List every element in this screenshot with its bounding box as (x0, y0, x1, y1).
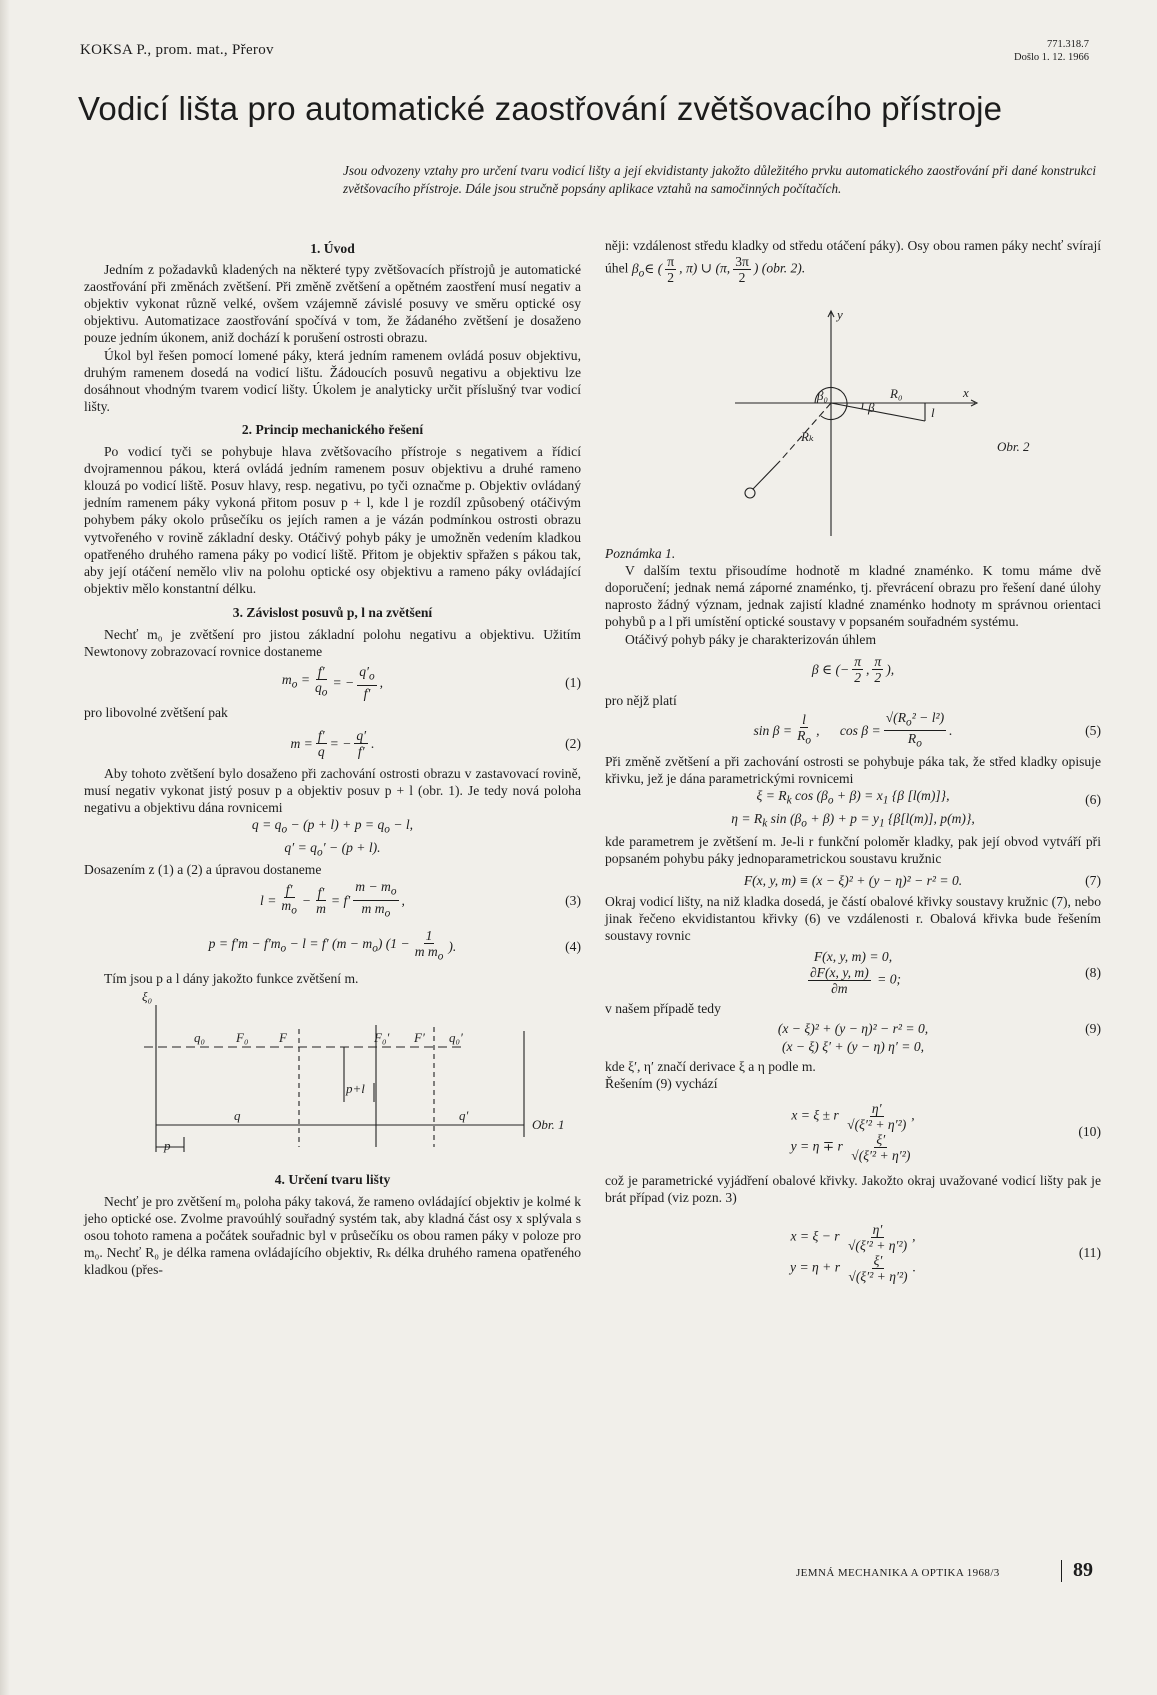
article-title: Vodicí lišta pro automatické zaostřování zvětšovacího přístroje (78, 90, 1003, 127)
left-column (84, 240, 581, 1278)
equation-7: F(x, y, m) ≡ (x − ξ)² + (y − η)² − r² = 0. (7) (743, 872, 1101, 888)
equation-number: (11) (1078, 1245, 1101, 1261)
equation-number: (2) (565, 735, 581, 751)
author-line: KOKSA P., prom. mat., Přerov (80, 42, 274, 58)
note-paragraph: V dalším textu přisoudíme hodnotě m kladné znaménko. K tomu máme dvě doporučení; jednak nemá záporné znaménko, tj. převrácení obrazu pro řešení dané úlohy naprosto žádný význam, jednak zajistí kladné znaménko hodnoty m správnou orientaci pohybů p a l při umístění optické soustavy v popsaném souřadném systému. (605, 563, 1101, 630)
equation-2: m = $\frac{f'}{q}$ = − $\frac{q'}{f'}$ . (2) (290, 727, 581, 759)
paragraph: kde ξ′, η′ značí derivace ξ a η podle m. (605, 1058, 816, 1074)
fig2-label: y (837, 307, 843, 323)
equation-10: x = ξ ± r $\frac{\eta'}{\text{√(ξ′² + η′²)}}$ , y = η ∓ r $\frac{\xi'}{\text{√(ξ′² + η′²)}}$ (10) (790, 1100, 1101, 1163)
equation-beta-range: β ∈ (− $\frac{\pi}{2}$ , $\frac{\pi}{2}$ ), (811, 654, 895, 686)
fig2-label: β₀ (817, 388, 828, 404)
paragraph: Otáčivý pohyb páky je charakterizován úhlem (625, 631, 877, 647)
footer-divider (1061, 1560, 1062, 1582)
paragraph: což je parametrické vyjádření obalové křivky. Jakožto okraj uvažované vodicí lišty pak je brát případ (viz pozn. 3) (605, 1172, 1101, 1205)
equation-number: (4) (565, 939, 581, 955)
section-heading-3: 3. Závislost posuvů p, l na zvětšení (232, 604, 433, 620)
figure-2-caption: Obr. 2 (997, 439, 1030, 455)
fig2-label: l (931, 405, 935, 421)
equation-number: (5) (1085, 723, 1101, 739)
equation-11: x = ξ − r $\frac{\eta'}{\text{√(ξ′² + η′²)}}$ , y = η + r $\frac{\xi'}{\text{√(ξ′² + η′²)}}$ . (11) (790, 1221, 1101, 1284)
journal-footer: JEMNÁ MECHANIKA A OPTIKA 1968/3 (796, 1567, 1000, 1579)
paragraph: pro libovolné zvětšení pak (84, 705, 228, 721)
paragraph: Aby tohoto zvětšení bylo dosaženo při zachování ostrosti obrazu v zastavovací rovině, musí negativ vykonat jistý posuv p a objektiv posuv p + l (obr. 1). Je tedy nová poloha negativu a objektivu dána rovnicemi (84, 766, 581, 816)
equation-number: (1) (565, 674, 581, 690)
paragraph: Okraj vodicí lišty, na niž kladka dosedá, je částí obalové křivky soustavy kružnic (7), nebo jinak řečeno ekvidistantou křivky (6) ve vzdálenosti r. Obalová křivka bude řešením soustavy rovnic (605, 894, 1101, 944)
paragraph-text: něji: vzdálenost středu kladky od středu otáčení páky). Osy obou ramen páky nechť svírají úhel (605, 238, 1101, 276)
equation-number: (8) (1085, 964, 1101, 980)
fig1-label: q′ (459, 1107, 469, 1123)
equation-positions: $q = q_o - (p + l) + p = q_o - l$, $q' = q_o' - (p + l)$. (251, 816, 414, 859)
fig1-label: p (164, 1137, 171, 1153)
note-title: Poznámka 1. (605, 546, 676, 562)
roller-circle (745, 488, 755, 498)
equation-3: l = $\frac{f'}{m_o}$ − $\frac{f'}{m}$ = f′ $\frac{m - m_o}{m m_o}$ , (3) (260, 879, 581, 920)
paragraph: v našem případě tedy (605, 1001, 721, 1017)
equation-number: (10) (1078, 1124, 1101, 1140)
paragraph: Nechť m₀ je zvětšení pro jistou základní polohu negativu a objektivu. Užitím Newtonovy zobrazovací rovnice dostaneme (84, 626, 581, 660)
fig1-label: F (279, 1029, 287, 1045)
fig1-label: ξ₀ (142, 988, 153, 1004)
equation-5: sin β = $\frac{l}{R_o}$ , cos β = $\frac{√(R_o^2 - l^2)}{R_o}$ . (5) (753, 709, 1101, 750)
fig2-label: Rₖ (801, 429, 814, 445)
received-date: Došlo 1. 12. 1966 (1014, 52, 1089, 63)
paragraph: něji: vzdálenost středu kladky od středu otáčení páky). Osy obou ramen páky nechť svírají úhel $\beta_o\in$ ( $\frac{\pi}{2}$ , π) ∪ (π, $\frac{3\pi}{2}$ ) (obr. 2). (605, 238, 1101, 286)
figure-1-caption: Obr. 1 (532, 1116, 565, 1132)
paragraph: Jedním z požadavků kladených na některé typy zvětšovacích přístrojů je automatické zaostřování při změnách zvětšení. Při změně zvětšení a opětném zaostření musí negativ a objektiv vykonat různě velké, ovšem vzájemně závislé posuvy ve směru optické osy objektivu. Automatizace zaostřování spočívá v tom, že žádaného zvětšení je dosaženo pouze jedním úkonem, aniž dochází k porušení ostrosti obrazu. (84, 262, 581, 346)
paragraph: Úkol byl řešen pomocí lomené páky, která jedním ramenem ovládá posuv objektivu, druhým ramenem dosedá na vodicí lištu. Žádoucích posuvů negativu a objektivu lze dosáhnout vhodným tvarem vodicí lišty. Úkolem je analyticky určit příslušný tvar vodicí lišty. (84, 347, 581, 414)
paragraph: Při změně zvětšení a při zachování ostrosti se pohybuje páka tak, že střed kladky opisuje křivku, jež je dána parametrickými rovnicemi (605, 753, 1101, 786)
paragraph: kde parametrem je zvětšení m. Je-li r funkční poloměr kladky, pak její obvod vytváří při popsaném pohybu páky jednoparametrickou soustavu kružnic (605, 833, 1101, 867)
equation-8: F(x, y, m) = 0, $\frac{\partial F(x, y, m)}{\partial m}$ = 0; (8) (809, 949, 1101, 997)
figure-2 (605, 291, 1101, 543)
equation-number: (3) (565, 893, 581, 909)
figure-1 (84, 987, 581, 1165)
equation-9: (x − ξ)² + (y − η)² − r² = 0, (x − ξ) ξ′ + (y − η) η′ = 0, (9) (777, 1020, 1101, 1054)
section-heading-4: 4. Určení tvaru lišty (274, 1171, 391, 1187)
paragraph: Po vodicí tyči se pohybuje hlava zvětšovacího přístroje s negativem a řídicí dvojramennou pákou, která ovládá jedním ramenem posuv objektivu a druhé rameno klouzá po vodicí liště. Posuv hlavy, resp. negativu, po tyči označme p. Objektiv ovládaný jedním ramenem páky vykoná přitom posuv p + l, kde l je rozdíl způsobený otáčivým pohybem páky okolo průsečíku os jejích ramen a je vázán podmínkou ostrosti obrazu vytvořeného v rovině základní desky. Otáčivý pohyb páky je umožněn vedením kladkou opatřeného druhého ramena páky po vodicí liště. Přitom je objektiv spřažen s pákou tak, aby její otáčení nemělo vliv na polohu optické osy objektivu a rameno páky ovládající objektiv mělo konstantní délku. (84, 444, 581, 596)
fig1-label: q (234, 1107, 241, 1123)
equation-number: (6) (1085, 791, 1101, 807)
abstract: Jsou odvozeny vztahy pro určení tvaru vodicí lišty a její ekvidistanty jakožto důležitého prvku automatického zaostřování při dané konstrukci zvětšovacího přístroje. Dále jsou stručně popsány aplikace vztahů na samočinných počítačích. (343, 163, 1096, 196)
fig1-label: F′ (414, 1029, 425, 1045)
page-spine-shadow (0, 0, 10, 1695)
fig1-label: F₀ (236, 1029, 249, 1045)
equation-4: $p = f'm - f'm_o - l = f'$ $(m - m_o)$ (1 − $\frac{1}{m m_o}$ ). (4) (208, 928, 581, 963)
paragraph: Dosazením z (1) a (2) a úpravou dostaneme (84, 861, 322, 877)
right-column (605, 237, 1101, 1294)
section-heading-2: 2. Princip mechanického řešení (241, 421, 424, 437)
udc-code: 771.318.7 (1047, 39, 1089, 50)
section-heading-1: 1. Úvod (310, 241, 355, 256)
fig2-label: β (868, 400, 875, 416)
fig1-label: q₀ (194, 1029, 206, 1045)
paragraph: Nechť je pro zvětšení m₀ poloha páky taková, že rameno ovládající objektiv je kolmé k jeho optické ose. Zvolme pravoúhlý souřadný systém tak, aby kladná část osy x splývala s osou tohoto ramena a počátek souřadnic byl v průsečíku os obou ramen páky v poloze pro m₀. Nechť R₀ je délka ramena ovládajícího objektiv, Rₖ délka druhého ramena opatřeného kladkou (přes- (84, 1193, 581, 1278)
page-number: 89 (1073, 1559, 1093, 1581)
equation-number: (7) (1085, 872, 1101, 888)
fig1-label: F₀′ (374, 1029, 390, 1045)
fig2-label: x (963, 385, 969, 401)
paragraph: pro nějž platí (605, 692, 677, 708)
fig1-label: q₀′ (449, 1029, 463, 1045)
fig1-label: p+l (346, 1080, 365, 1096)
equation-6: $\xi = R_k$ $\cos (\beta_o + \beta) = x_1$ {β [l(m)]}, $\eta = R_k$ $\sin (\beta_o + \beta) + p = y_1$ {β[l(m)], p(m)}, (6) (731, 788, 1101, 830)
paragraph: Řešením (9) vychází (605, 1075, 718, 1091)
fig2-label: R₀ (890, 386, 903, 402)
equation-number: (9) (1085, 1020, 1101, 1036)
paragraph: Tím jsou p a l dány jakožto funkce zvětšení m. (104, 970, 359, 986)
equation-1: $m_o$ = $\frac{f'}{q_o}$ = − $\frac{q'_o}{f'}$ , (1) (281, 663, 581, 701)
udc-block (1014, 38, 1089, 64)
